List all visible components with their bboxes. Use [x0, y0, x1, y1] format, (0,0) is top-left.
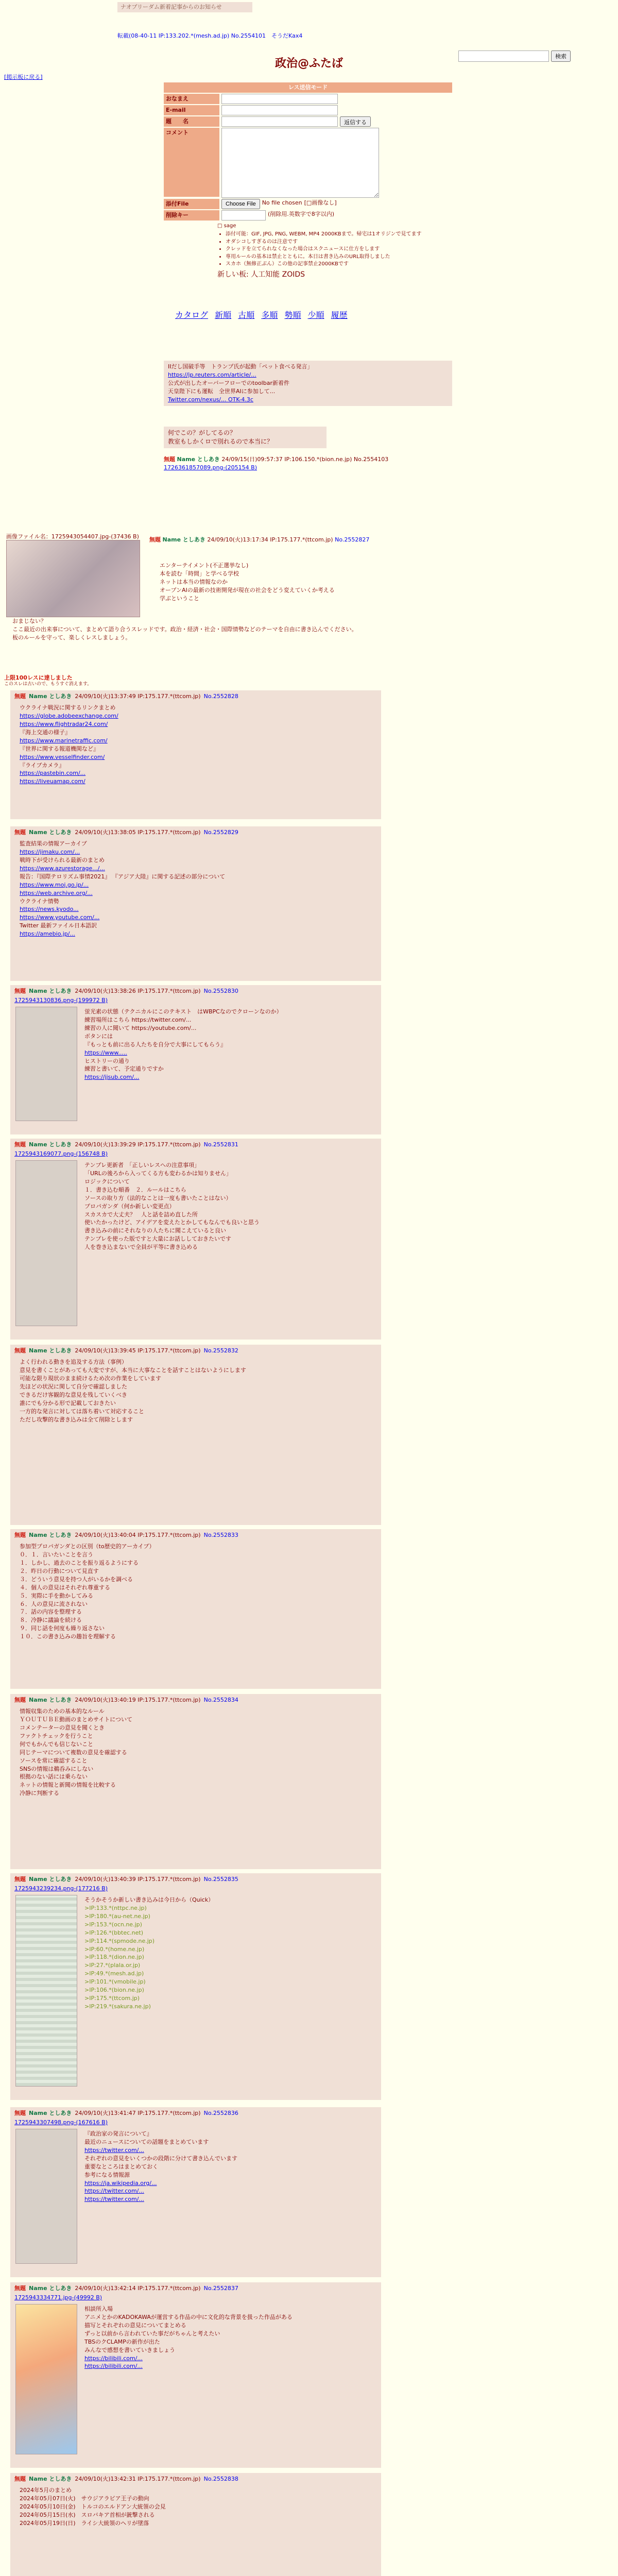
reply-header [14, 1696, 377, 1704]
reply-date: 24/09/10(火)13:38:05 IP:175.177.*(ttcom.jp) [75, 829, 201, 836]
choose-file-button[interactable]: Choose File [221, 199, 260, 209]
reply-author: Name としあき [29, 693, 72, 700]
comment-label: コメント [164, 128, 219, 197]
reply-line: >IP:27.*(plala.or.jp) [84, 1962, 141, 1969]
op-line: ネットは本当の情報なのか [160, 578, 228, 585]
reply-subject: 無題 [14, 2285, 26, 2292]
op-line: オープンAIの最新の技術開発が現在の社会をどう変えていくか考える [160, 586, 335, 594]
reply-file-link[interactable]: 1725943334771.jpg-(49992 B) [14, 2294, 102, 2301]
reply-date: 24/09/15(日)09:57:37 IP:106.150.*(bion.ne.jp) No.2554103 [221, 456, 389, 463]
reply-line: >IP:133.*(nttpc.ne.jp) [84, 1904, 147, 1911]
first-reply-header [164, 455, 452, 464]
reply-header [14, 2475, 377, 2483]
reply-thumbnail-image[interactable] [15, 2304, 77, 2454]
blurb-line: 公式が出したオーバーフローでのtoolbar新着件 [168, 379, 289, 386]
reply-line: ウクライナ情勢 [20, 897, 59, 905]
reply-link[interactable]: https://twitter.com/... [84, 2146, 144, 2154]
reply-line: >IP:106.*(bion.ne.jp) [84, 1987, 144, 1994]
form-note: • スカホ（無修正ぶん）この他の記事禁止2000KBです [226, 261, 452, 268]
reply-link[interactable]: https://twitter.com/... [84, 2196, 144, 2203]
reply-line: ファクトチェックを行うこと [20, 1732, 93, 1739]
reply-line: 『ライブカメラ』 [20, 761, 65, 769]
reply-number[interactable]: No.2552836 [203, 2110, 238, 2116]
reply-line: >IP:101.*(vmobile.jp) [84, 1978, 146, 1986]
reply-number[interactable]: No.2552834 [203, 1697, 238, 1703]
password-note: (削除用.英数字で8字以内) [268, 210, 335, 217]
reply-link[interactable]: https://news.kyodo... [20, 906, 79, 913]
history-link[interactable]: 履歴 [331, 310, 348, 320]
reply-post [10, 826, 381, 981]
reply-line: ＹＯＵＴＵＢＥ動画のまとめサイトについて [20, 1716, 133, 1723]
reply-link[interactable]: https://www.azurestorage.../... [20, 865, 105, 872]
reply-line: ソースの取り方（法的なことは一度も書いたことはない） [84, 1194, 232, 1201]
reply-line: 『海上交通の様子』 [20, 728, 71, 736]
reply-line: 冷静に判断する [20, 1790, 59, 1797]
reply-file-link[interactable]: 1725943130836.png-(199972 B) [14, 996, 108, 1004]
reply-line: 報告：『国際テロリズム事情2021』 『アジア大陸』に関する記述の部分について [20, 873, 226, 880]
op-number[interactable]: No.2552827 [335, 536, 370, 543]
reply-body [20, 1358, 377, 1424]
form-note: • クレッドを立てられなくなった場合はスクニュースに仕方をします [226, 246, 452, 253]
blurb-line: 天皇陛下にも運転 全世界AIに参加して... [168, 387, 276, 395]
reply-author: Name としあき [29, 1347, 72, 1354]
reply-line: 蛍光素の状態（テクニカルにこのテキスト はWBPCなのでクローンなのか） [84, 1008, 282, 1015]
reply-author: Name としあき [29, 1141, 72, 1148]
op-line: 学ぶということ [160, 595, 199, 602]
reply-link[interactable]: https://www..... [84, 1049, 127, 1056]
reply-line: 意見を書くことがあっても大変ですが、本当に大事なことを話すことはないようにします [20, 1366, 246, 1374]
reply-line: 可能な限り現状のまま続けるため次の作業をしています [20, 1375, 161, 1382]
reply-line: >IP:180.*(au-net.ne.jp) [84, 1912, 150, 1920]
reply-number[interactable]: No.2552835 [203, 1876, 238, 1883]
op-line: 本を読む「時間」と学べる学校 [160, 570, 239, 577]
reply-number[interactable]: No.2552830 [203, 988, 238, 994]
reply-date: 24/09/10(火)13:42:31 IP:175.177.*(ttcom.jp) [75, 2476, 201, 2482]
reply-line: ２．昨日の行動について見直す [20, 1567, 99, 1574]
reply-line: ８．冷静に議論を続ける [20, 1617, 82, 1624]
reply-post [10, 1139, 381, 1340]
reply-link[interactable]: https://www.youtube.com/... [20, 914, 100, 921]
reply-header [14, 1875, 377, 1884]
reply-line: そうかそうか新しい書き込みは今日から（Quick） [84, 1896, 214, 1903]
reply-line: ３．どういう意見を持つ人がいるかを調べる [20, 1575, 133, 1583]
reply-line: 2024年05月15日(水) スロバキア首相が銃撃される [20, 2511, 155, 2518]
reply-line: ４．個人の意見はそれぞれ尊重する [20, 1584, 110, 1591]
catalog-links [175, 309, 352, 321]
reply-line: ６．人の意見に流されない [20, 1600, 88, 1607]
op-thumbnail-image[interactable] [6, 540, 140, 617]
sort-momentum-link[interactable]: 勢順 [284, 310, 301, 320]
new-boards-line[interactable]: 新しい板: 人工知能 ZOIDS [217, 270, 305, 279]
reply-line: 誰にでも分かる形で記載しておきたい [20, 1399, 116, 1406]
reply-line: ウクライナ戦況に関するリンクまとめ [20, 704, 116, 711]
reply-line: テンプレ更新者 「正しいレスへの注意事項」 [84, 1161, 200, 1168]
op-header [149, 536, 369, 544]
sort-many-link[interactable]: 多順 [261, 310, 278, 320]
reply-author: Name としあき [29, 829, 72, 836]
reply-thumbnail-image[interactable] [15, 1895, 77, 2087]
reply-header [14, 2284, 377, 2293]
reply-number[interactable]: No.2552831 [203, 1141, 238, 1148]
reply-line: 描写とそれぞれの意見についてまとめる [84, 2321, 186, 2329]
reply-link[interactable]: https://jimaku.com/... [20, 848, 80, 855]
reply-link[interactable]: https://jjsub.com/... [84, 1074, 140, 1081]
reply-number[interactable]: No.2552828 [203, 693, 238, 700]
reply-link[interactable]: https://www.flightradar24.com/ [20, 720, 108, 727]
reply-subject: 無題 [14, 1532, 26, 1538]
reply-link[interactable]: https://pastebin.com/... [20, 770, 86, 777]
catalog-link[interactable]: カタログ [175, 310, 209, 320]
reply-date: 24/09/10(火)13:40:39 IP:175.177.*(ttcom.jp) [75, 1876, 201, 1883]
reply-line: 一方的な発言に対しては落ち着いて対応すること [20, 1408, 144, 1415]
greet-header: 何でこの？がしてるの？ [168, 429, 236, 436]
reply-link[interactable]: https://www.moj.go.jp/... [20, 881, 89, 888]
reply-line: 2024年05月19日(日) ライシ大統領のヘリが墜落 [20, 2519, 149, 2527]
reply-line: 『政治家の発言について』 [84, 2130, 152, 2137]
reply-line: 練習場所はこちら https://twitter.com/... [84, 1016, 192, 1023]
reply-line: コメンテーターの意見を聞くとき [20, 1724, 105, 1731]
blurb-link[interactable]: Twitter.com/nexus/... OTK-4.3c [168, 396, 253, 403]
reply-line: よく行われる動きを追及する方法（事例） [20, 1358, 127, 1365]
reply-line: 人を巻き込まないで全員が平等に書き込める [84, 1244, 198, 1251]
reply-header [14, 2109, 377, 2117]
thread-expire-notice: このスレは古いので、もうすぐ消えます。 [4, 682, 92, 687]
reply-line: TBSのクCLAMPの新作が出た [84, 2338, 160, 2345]
first-reply-file[interactable]: 1726361857089.png-(205154 B) [164, 464, 258, 471]
reply-line: ただし攻撃的な書き込みは全て削除とします [20, 1416, 133, 1423]
subject-label: 題 名 [164, 116, 219, 127]
reply-line: SNSの情報は鵜呑みにしない [20, 1765, 94, 1772]
reply-line: 「URLの後ろから入ってくる方も変わるかは知りません」 [84, 1170, 232, 1177]
reply-line: 根拠のない話には乗らない [20, 1773, 88, 1781]
reply-date: 24/09/10(火)13:39:45 IP:175.177.*(ttcom.jp) [75, 1347, 201, 1354]
reply-line: ボタンには [84, 1032, 113, 1040]
reply-line: 同じテーマについて複数の意見を確認する [20, 1749, 127, 1756]
reply-link[interactable]: https://bilibili.com/... [84, 2354, 143, 2362]
reply-body [20, 2486, 377, 2528]
reply-line: アニメとかのKADOKAWAが運営する作品の中に文化的な背景を扱った作品がある [84, 2313, 293, 2320]
max-replies-notice: 上限100レスに達しました [4, 674, 73, 681]
reply-post [10, 1873, 381, 2100]
blurb-line: IIだし国破手等 トランプ氏が起動「ペット食べる発言」 [168, 363, 313, 370]
name-field[interactable] [221, 94, 338, 104]
op-cont-line: おまじない？ [12, 618, 46, 624]
op-author: Name としあき [162, 536, 205, 543]
form-note: • 専用ルールの基本は禁止とともに。本日は書き込みのURL取得しました [226, 253, 452, 261]
reply-link[interactable]: https://bilibili.com/... [84, 2363, 143, 2370]
form-note: • 添付可能：GIF, JPG, PNG, WEBM, MP4 2000KBまで。帰宅は1オリジンで見てます [226, 231, 452, 239]
form-notes [217, 223, 452, 280]
reply-line: ９．同じ話を何度も繰り返さない [20, 1625, 105, 1632]
reply-header [14, 828, 377, 837]
reply-date: 24/09/10(火)13:42:14 IP:175.177.*(ttcom.jp) [75, 2285, 201, 2292]
reply-line: 『世界に関する報道機関など』 [20, 745, 99, 752]
reply-author: Name としあき [29, 2476, 72, 2482]
reply-line: 情報収集のための基本的なルール [20, 1707, 105, 1715]
reply-file-link[interactable]: 1725943239234.png-(177216 B) [14, 1885, 108, 1892]
op-subject: 無題 [149, 536, 161, 543]
reply-post [10, 1345, 381, 1525]
reply-line: ロジックについて [84, 1178, 130, 1185]
reply-line: >IP:153.*(ocn.ne.jp) [84, 1921, 142, 1928]
reply-author: Name としあき [29, 2110, 72, 2116]
greet-block [164, 427, 327, 449]
top-news-line[interactable]: 転載(08-40-11 IP:133.202.*(mesh.ad.jp) No.2554101 そうだKax4 [117, 32, 303, 39]
reply-file-link[interactable]: 1725943169077.png-(156748 B) [14, 1150, 108, 1157]
password-label: 削除キー [164, 210, 219, 221]
reply-link[interactable]: https://ja.wikipedia.org/... [84, 2179, 157, 2187]
reply-line: 参考になる情報源 [84, 2171, 130, 2178]
op-body [160, 562, 448, 603]
reply-body [20, 1707, 377, 1798]
reply-date: 24/09/10(火)13:38:26 IP:175.177.*(ttcom.jp) [75, 988, 201, 994]
thread-header-block [164, 361, 452, 472]
op-date: 24/09/10(火)13:17:34 IP:175.177.*(ttcom.jp) [207, 536, 333, 543]
reply-post [10, 985, 381, 1134]
op-line: エンターテイメント(不正選挙なし) [160, 562, 249, 569]
reply-header [14, 1531, 377, 1539]
reply-line: ０．１．言いたいことを言う [20, 1551, 93, 1558]
reply-number[interactable]: No.2552833 [203, 1532, 238, 1538]
reply-line: >IP:60.*(home.ne.jp) [84, 1945, 145, 1953]
reply-header [14, 1347, 377, 1355]
post-form [164, 82, 452, 280]
reply-link[interactable]: https://web.archive.org/... [20, 889, 93, 896]
reply-line: 書き込みの前にそれなりの人たちに聞こえていると良い [84, 1227, 226, 1234]
reply-line: １．しかし、過去のことを振り返るようにする [20, 1559, 139, 1566]
reply-subject: 無題 [14, 829, 26, 836]
reply-line: スカスカで大丈夫？ 人と話を詰め直した所 [84, 1211, 198, 1218]
reply-post [10, 2282, 381, 2468]
reply-subject: 無題 [14, 1697, 26, 1703]
subject-field[interactable] [221, 116, 338, 127]
reply-body [20, 1543, 377, 1641]
reply-link[interactable]: https://amebio.jp/... [20, 930, 75, 938]
reply-file-link[interactable]: 1725943307498.png-(167616 B) [14, 2119, 108, 2126]
reply-line: 重要なところはまとめておく [84, 2163, 158, 2170]
reply-line: 何でもかんでも信じないこと [20, 1740, 93, 1748]
reply-line: >IP:126.*(bbtec.net) [84, 1929, 144, 1936]
reply-header [14, 987, 377, 995]
reply-line: 監査結果の情報アーカイブ [20, 840, 87, 847]
reply-post [10, 1529, 381, 1689]
reply-line: 最近のニュースについての話題をまとめています [84, 2138, 209, 2145]
file-label: 添付File [164, 199, 219, 209]
op-cont-line: ここ最近の出来事について、まとめて語り合うスレッドです。政治・経済・社会・国際情勢などのテーマを自由に書き込んでください。 [12, 625, 357, 633]
no-file-checkbox[interactable]: [□画像なし] [304, 199, 337, 206]
reply-date: 24/09/10(火)13:40:19 IP:175.177.*(ttcom.jp) [75, 1697, 201, 1703]
reply-line: １０．この書き込みの趣旨を理解する [20, 1633, 116, 1640]
reply-line: Twitter 最新ファイル日本語訳 [20, 922, 97, 929]
reply-line: >IP:114.*(spmode.ne.jp) [84, 1937, 155, 1944]
reply-link[interactable]: https://www.vesselfinder.com/ [20, 753, 105, 760]
reply-date: 24/09/10(火)13:39:29 IP:175.177.*(ttcom.jp) [75, 1141, 201, 1148]
reply-subject: 無題 [14, 2476, 26, 2482]
op-file-meta[interactable]: 画像ファイル名：1725943054407.jpg-(37436 B) [6, 533, 139, 540]
sort-old-link[interactable]: 古順 [238, 310, 255, 320]
reply-post [10, 2107, 381, 2277]
reply-subject: 無題 [14, 1141, 26, 1148]
search-button[interactable]: 検索 [551, 50, 571, 62]
reply-line: 先ほどの状況に関して自分で確認しました [20, 1383, 127, 1390]
board-title: 政治@ふたば [274, 57, 343, 70]
reply-number[interactable]: No.2552829 [203, 829, 238, 836]
comment-textarea[interactable] [221, 128, 379, 198]
reply-line: 『もっとも前に出る人たちを自分で大事にしてもらう』 [84, 1041, 226, 1048]
reply-author: Name としあき [177, 456, 220, 463]
reply-line: 2024年05月10日(金) トルコのエルドアン大統領の会見 [20, 2503, 166, 2510]
reply-line: できるだけ客観的な意見を残していくべき [20, 1391, 127, 1398]
reply-subject: 無題 [14, 693, 26, 700]
reply-line: 2024年5月のまとめ [20, 2486, 72, 2494]
reply-link[interactable]: https://twitter.com/... [84, 2188, 144, 2195]
reply-body [20, 704, 377, 786]
reply-date: 24/09/10(火)13:37:49 IP:175.177.*(ttcom.jp) [75, 693, 201, 700]
op-blurb [164, 361, 452, 406]
reply-subject: 無題 [164, 456, 175, 463]
reply-line: >IP:219.*(sakura.ne.jp) [84, 2003, 151, 2010]
reply-thumbnail-image[interactable] [15, 1007, 77, 1121]
reply-line: 参加型プロパガンダとの区別（to歴史的アーカイブ） [20, 1543, 155, 1550]
top-banner: ナオプリーダム新着記事からのお知らせ [117, 2, 252, 12]
reply-number[interactable]: No.2552832 [203, 1347, 238, 1354]
reply-author: Name としあき [29, 1876, 72, 1883]
reply-line: 相談所入場 [84, 2305, 113, 2312]
reply-thumbnail-image[interactable] [15, 1160, 77, 1326]
reply-post [10, 2473, 381, 2576]
reply-link[interactable]: https://liveuamap.com/ [20, 778, 85, 785]
reply-line: １．書き込む順番 ２．ルールはこちら [84, 1186, 186, 1193]
reply-author: Name としあき [29, 1532, 72, 1538]
reply-author: Name としあき [29, 988, 72, 994]
reply-author: Name としあき [29, 1697, 72, 1703]
submit-button[interactable]: 返信する [340, 116, 371, 127]
reply-line: 戦時下が受けられる最新のまとめ [20, 856, 105, 863]
blurb-link[interactable]: https://jp.reuters.com/article/... [168, 371, 256, 378]
reply-date: 24/09/10(火)13:41:47 IP:175.177.*(ttcom.jp) [75, 2110, 201, 2116]
form-note: • オダシコしすぎるのは注意です [226, 239, 452, 246]
reply-line: ソースを常に確認すること [20, 1757, 88, 1764]
reply-line: みんなで感想を書いていきましょう [84, 2346, 175, 2353]
reply-post [10, 1694, 381, 1869]
reply-post [10, 690, 381, 819]
reply-subject: 無題 [14, 2110, 26, 2116]
op-continuation [12, 617, 455, 642]
reply-link[interactable]: https://globe.adobeexchange.com/ [20, 712, 118, 719]
reply-line: テンプレを使った版ですと大量にお話ししておきたいです [84, 1235, 232, 1243]
reply-line: ７．話の内容を整理する [20, 1608, 82, 1616]
reply-subject: 無題 [14, 1876, 26, 1883]
reply-header [14, 692, 377, 701]
greet-body: 教室もしかくロで別れるので本当に？ [168, 438, 273, 446]
reply-thumbnail-image[interactable] [15, 2129, 77, 2264]
reply-line: ネットの情報と新聞の情報を比較する [20, 1782, 116, 1789]
reply-subject: 無題 [14, 988, 26, 994]
reply-line: ５．実際に手を動かしてみる [20, 1592, 93, 1599]
back-to-board-link[interactable]: [掲示板に戻る] [4, 74, 43, 80]
sort-new-link[interactable]: 新順 [215, 310, 232, 320]
op-cont-line: 板のルールを守って、楽しくレスしましょう。 [12, 634, 131, 641]
name-label: おなまえ [164, 94, 219, 104]
reply-line: >IP:118.*(dion.ne.jp) [84, 1954, 144, 1961]
reply-header [14, 1141, 377, 1149]
reply-subject: 無題 [14, 1347, 26, 1354]
reply-line: プロパガンダ（何か新しい変更点） [84, 1202, 175, 1210]
reply-line: 練習と書いて、予定通りですか [84, 1065, 164, 1073]
reply-line: ずっと以前から言われていた事だがちゃんと考えたい [84, 2330, 220, 2337]
reply-line: ヒストリーの通り [84, 1057, 130, 1064]
form-mode-label: レス送信モード [164, 82, 452, 93]
file-status: No file chosen [262, 199, 302, 206]
reply-number[interactable]: No.2552837 [203, 2285, 238, 2292]
reply-link[interactable]: https://www.marinetraffic.com/ [20, 737, 108, 744]
reply-date: 24/09/10(火)13:40:04 IP:175.177.*(ttcom.jp) [75, 1532, 201, 1538]
sage-checkbox[interactable]: □ sage [217, 223, 236, 229]
reply-body [20, 840, 377, 938]
password-field[interactable] [221, 210, 266, 221]
reply-line: 2024年05月07日(火) サウジアラビア王子の動向 [20, 2495, 149, 2502]
reply-line: 使いたかったけど、アイデアを変えたとかしてもなんでも良いと思う [84, 1219, 260, 1226]
sort-few-link[interactable]: 少順 [307, 310, 324, 320]
email-field[interactable] [221, 105, 338, 115]
reply-line: >IP:49.*(mesh.ad.jp) [84, 1970, 144, 1977]
reply-line: >IP:175.*(ttcom.jp) [84, 1995, 140, 2002]
reply-author: Name としあき [29, 2285, 72, 2292]
reply-number[interactable]: No.2552838 [203, 2476, 238, 2482]
email-label: E-mail [164, 105, 219, 115]
reply-line: 練習の人に聞いて https://youtube.com/... [84, 1024, 197, 1031]
reply-line: それぞれの意見をいくつかの段階に分けて書き込んでいます [84, 2155, 237, 2162]
